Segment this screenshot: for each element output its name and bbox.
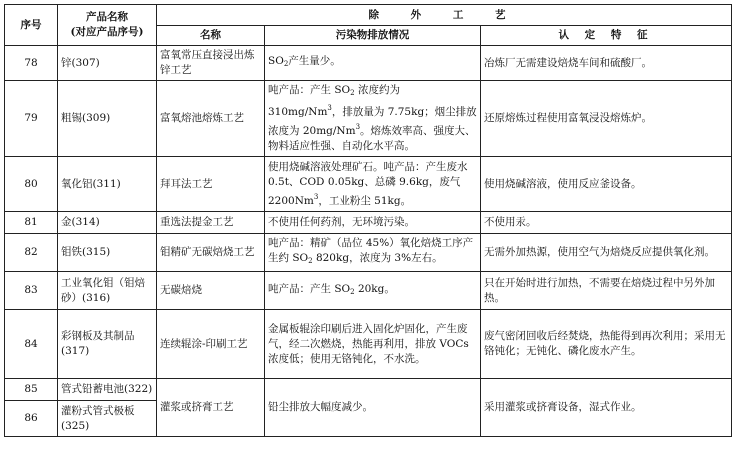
cell-feature: 采用灌浆或挤膏设备，湿式作业。 [481,379,732,437]
emission-text: 吨产品：产生 SO [268,282,351,295]
cell-no: 86 [5,401,58,437]
cell-product: 工业氧化钼（钼焙砂）(316) [58,272,157,310]
cell-no: 80 [5,157,58,212]
cell-process: 无碳焙烧 [157,272,265,310]
emission-text: 产生量少。 [288,55,341,67]
subscript: 2 [308,257,313,265]
header-process-group: 除 外 工 艺 [157,5,732,26]
table-row [5,310,732,379]
subscript: 2 [350,89,355,97]
table-row [5,46,732,81]
cell-product: 锌(307) [58,46,157,81]
header-serial: 序号 [5,5,58,46]
cell-emission [265,272,481,310]
header-emission: 污染物排放情况 [265,26,481,46]
cell-feature: 冶炼厂无需建设焙烧车间和硫酸厂。 [481,46,732,81]
cell-emission: 铅尘排放大幅度减少。 [265,379,481,437]
cell-no: 79 [5,81,58,157]
cell-product: 钼铁(315) [58,234,157,272]
subscript: 2 [350,287,355,296]
cell-feature: 只在开始时进行加热，不需要在焙烧过程中另外加热。 [481,272,732,310]
cell-emission [265,46,481,81]
cell-feature: 无需外加热源，使用空气为焙烧反应提供氧化剂。 [481,234,732,272]
emission-text: 20kg。 [354,282,395,295]
header-product-name [58,5,157,46]
emission-text: 吨产品：精矿（品位 45%）氧化焙烧工序产生约 SO [268,237,474,264]
cell-emission [265,157,481,212]
header-product-name-label: 产品名称 [86,11,128,23]
cell-product: 氧化铝(311) [58,157,157,212]
table-row [5,234,732,272]
cell-process: 重选法提金工艺 [157,212,265,234]
subscript: 2 [283,60,289,68]
cell-no: 84 [5,310,58,379]
cell-emission [265,81,481,157]
emission-text: 。熔炼效率高、强度大、物料适应性强、自动化水平高。 [268,125,476,152]
cell-feature: 使用烧碱溶液，使用反应釜设备。 [481,157,732,212]
header-features: 认 定 特 征 [481,26,732,46]
cell-emission [265,234,481,272]
emission-text: SO [268,55,284,67]
cell-product: 粗锡(309) [58,81,157,157]
cell-feature: 不使用汞。 [481,212,732,234]
cell-product: 管式铅蓄电池(322) [58,379,157,401]
emission-text: 吨产品：产生 SO [268,84,351,96]
emission-text: ，工业粉尘 51kg。 [318,194,412,207]
cell-no: 85 [5,379,58,401]
header-row-1 [5,5,732,26]
superscript: 3 [327,104,332,112]
cell-product: 灌粉式管式极板(325) [58,401,157,437]
emission-text: 浓度约为 310mg/Nm [268,84,400,118]
emission-text: 820kg，浓度为 3%左右。 [312,252,443,264]
cell-no: 81 [5,212,58,234]
cell-process: 钼精矿无碳焙烧工艺 [157,234,265,272]
table-row [5,157,732,212]
cell-process: 连续辊涂-印刷工艺 [157,310,265,379]
table-row [5,212,732,234]
cell-process: 灌浆或挤膏工艺 [157,379,265,437]
cell-process: 富氧常压直接浸出炼锌工艺 [157,46,265,81]
document-page [4,4,731,460]
table-row [5,81,732,157]
cell-no: 78 [5,46,58,81]
superscript: 3 [313,192,319,201]
emission-text: 使用烧碱溶液处理矿石。吨产品：产生废水 0.5t、COD 0.05kg、总磷 9.6kg，废气 2200Nm [268,160,468,207]
cell-feature: 还原熔炼过程使用富氧浸没熔炼炉。 [481,81,732,157]
header-name: 名称 [157,26,265,46]
cell-no: 83 [5,272,58,310]
table-row [5,379,732,401]
cell-product: 金(314) [58,212,157,234]
cell-emission: 金属板辊涂印刷后进入固化炉固化，产生废气，经二次燃烧，热能再利用，排放 VOCs 浓度低；使用无铬钝化，不水洗。 [265,310,481,379]
header-product-name-sub: (对应产品序号) [70,26,144,38]
cell-emission: 不使用任何药剂，无环境污染。 [265,212,481,234]
superscript: 3 [355,123,361,131]
exempt-process-table [4,4,732,437]
cell-product: 彩钢板及其制品(317) [58,310,157,379]
table-row [5,272,732,310]
cell-process: 拜耳法工艺 [157,157,265,212]
emission-text: ，排放量为 7.75kg；烟尘排放浓度为 20mg/Nm [268,106,477,137]
cell-no: 82 [5,234,58,272]
cell-process: 富氧熔池熔炼工艺 [157,81,265,157]
cell-feature: 废气密闭回收后经焚烧，热能得到再次利用；采用无铬钝化；无钝化、磷化废水产生。 [481,310,732,379]
